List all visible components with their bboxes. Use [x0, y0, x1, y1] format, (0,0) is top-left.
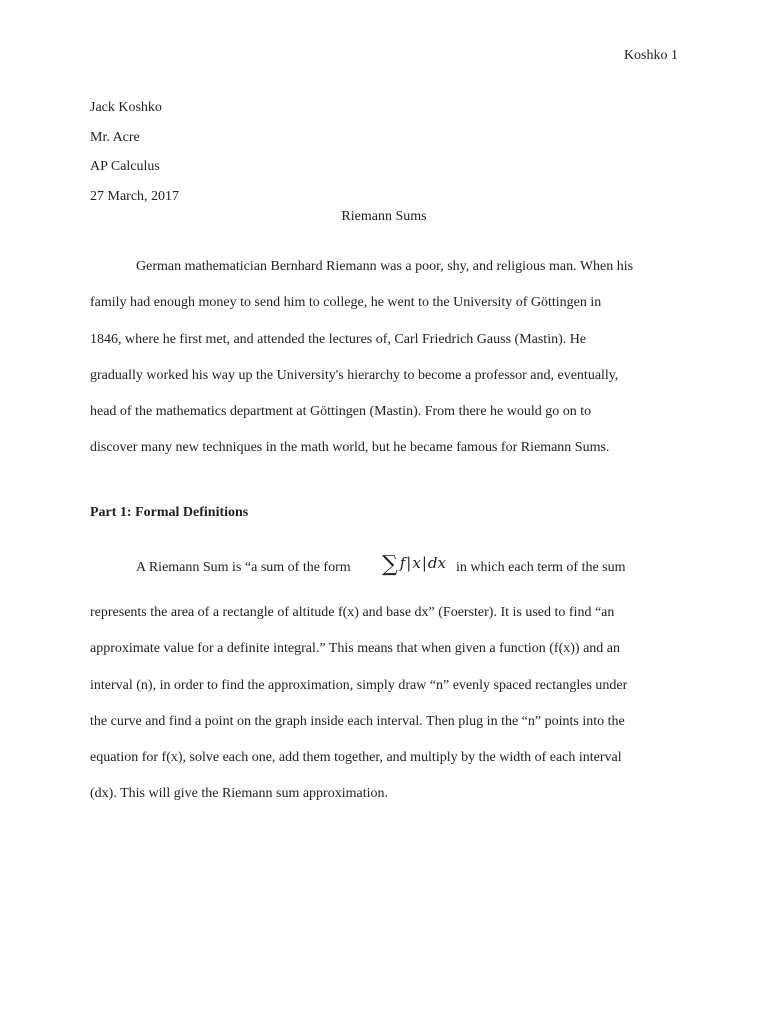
paragraph-line: represents the area of a rectangle of altitude f(x) and base dx” (Foerster). It is used to find “an	[90, 605, 615, 620]
intro-paragraph	[90, 249, 678, 467]
course-name: AP Calculus	[90, 159, 160, 174]
mla-heading	[90, 93, 179, 211]
paragraph-line: family had enough money to send him to college, he went to the University of Göttingen in	[90, 295, 602, 311]
formula-sentence	[90, 552, 678, 582]
formula-tail-text: in which each term of the sum	[456, 560, 626, 575]
formula-x: x	[412, 554, 421, 572]
date: 27 March, 2017	[90, 188, 180, 204]
paragraph-line: gradually worked his way up the University's hierarchy to become a professor and, eventually,	[90, 367, 619, 383]
riemann-sum-formula	[382, 552, 446, 577]
running-header: Koshko 1	[623, 48, 678, 63]
student-name: Jack Koshko	[90, 100, 162, 115]
paragraph-line: German mathematician Bernhard Riemann was a poor, shy, and religious man. When his	[136, 259, 634, 274]
paragraph-line: head of the mathematics department at Göttingen (Mastin). From there he would go on to	[90, 404, 592, 420]
document-title: Riemann Sums	[341, 209, 427, 224]
formula-bar-left: |	[406, 554, 412, 572]
paragraph-line: 1846, where he first met, and attended the lectures of, Carl Friedrich Gauss (Mastin). He	[90, 331, 587, 347]
section-heading: Part 1: Formal Definitions	[90, 505, 249, 520]
paragraph-line: the curve and find a point on the graph inside each interval. Then plug in the “n” points into the	[90, 713, 625, 729]
teacher-name: Mr. Acre	[90, 129, 140, 145]
formula-dx: dx	[427, 554, 446, 572]
paragraph-line: (dx). This will give the Riemann sum approximation.	[90, 786, 388, 802]
formula-bar-right: |	[421, 554, 427, 572]
formula-lead-text: A Riemann Sum is “a sum of the form	[136, 560, 351, 575]
paragraph-line: equation for f(x), solve each one, add them together, and multiply by the width of each interval	[90, 750, 622, 766]
formula-f: f	[399, 554, 406, 572]
definition-paragraph	[90, 595, 678, 813]
paragraph-line: approximate value for a definite integral.” This means that when given a function (f(x)) and an	[90, 641, 620, 657]
paragraph-line: discover many new techniques in the math world, but he became famous for Riemann Sums.	[90, 440, 610, 456]
paragraph-line: interval (n), in order to find the approximation, simply draw “n” evenly spaced rectangles under	[90, 677, 628, 693]
sigma-symbol: ∑	[382, 552, 398, 577]
